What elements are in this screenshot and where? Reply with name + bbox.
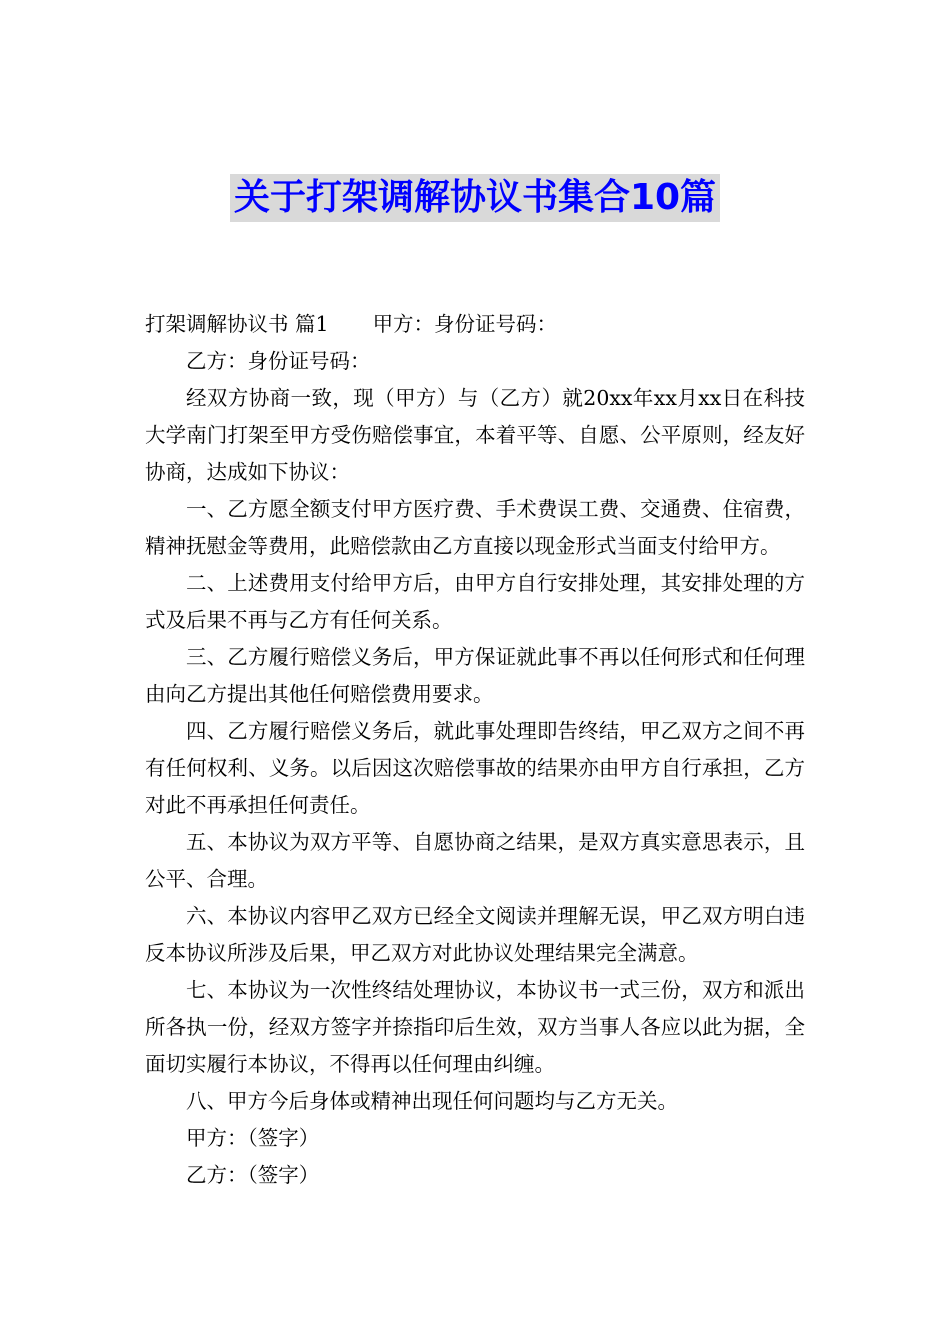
party-b-signature: 乙方：（签字）: [186, 1163, 320, 1187]
intro-paragraph: 经双方协商一致，现（甲方）与（乙方）就20xx年xx月xx日在科技大学南门打架至甲方受伤赔偿事宜，本着平等、自愿、公平原则，经友好协商，达成如下协议：: [145, 386, 805, 484]
clause-1: 一、乙方愿全额支付甲方医疗费、手术费误工费、交通费、住宿费，精神抚慰金等费用，此赔偿款由乙方直接以现金形式当面支付给甲方。: [145, 497, 805, 558]
clause-6: 六、本协议内容甲乙双方已经全文阅读并理解无误，甲乙双方明白违反本协议所涉及后果，甲乙双方对此协议处理结果完全满意。: [145, 904, 805, 965]
title-wrap: [0, 174, 950, 222]
clause-3: 三、乙方履行赔偿义务后，甲方保证就此事不再以任何形式和任何理由向乙方提出其他任何赔偿费用要求。: [145, 645, 805, 706]
party-a-signature: 甲方：（签字）: [186, 1126, 320, 1150]
clause-2: 二、上述费用支付给甲方后，由甲方自行安排处理，其安排处理的方式及后果不再与乙方有任何关系。: [145, 571, 805, 632]
document-body: [145, 306, 805, 1194]
party-a-id-line: 甲方：身份证号码：: [372, 312, 558, 336]
party-b-id-line: 乙方：身份证号码：: [186, 349, 371, 373]
section-label: 打架调解协议书 篇1: [145, 312, 329, 336]
clause-7: 七、本协议为一次性终结处理协议，本协议书一式三份，双方和派出所各执一份，经双方签字并捺指印后生效，双方当事人各应以此为据，全面切实履行本协议，不得再以任何理由纠缠。: [145, 978, 805, 1076]
clause-5: 五、本协议为双方平等、自愿协商之结果，是双方真实意思表示，且公平、合理。: [145, 830, 805, 891]
document-title: 关于打架调解协议书集合10篇: [230, 174, 720, 222]
clause-8: 八、甲方今后身体或精神出现任何问题均与乙方无关。: [186, 1089, 678, 1113]
section-heading-line: [145, 306, 805, 343]
clause-4: 四、乙方履行赔偿义务后，就此事处理即告终结，甲乙双方之间不再有任何权利、义务。以后因这次赔偿事故的结果亦由甲方自行承担，乙方对此不再承担任何责任。: [145, 719, 805, 817]
